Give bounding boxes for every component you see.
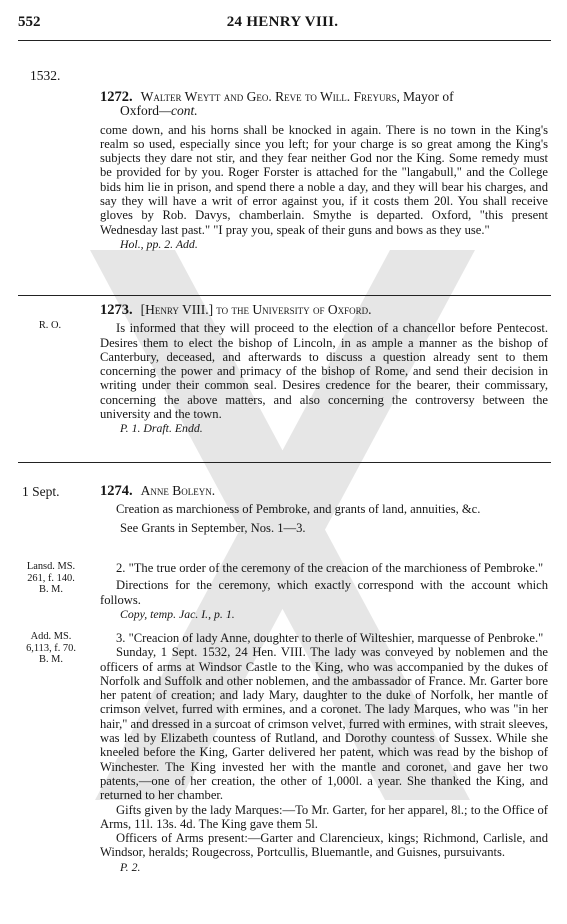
entry-1272 [100, 90, 548, 251]
year-margin: 1532. [30, 68, 61, 83]
margin-line: B. M. [39, 584, 63, 595]
subentry-2 [100, 561, 548, 621]
entry-1273 [100, 303, 548, 436]
entry-heading [100, 484, 548, 498]
entry-title: [Henry VIII.] [140, 302, 214, 317]
subentry-officers: Officers of Arms present:—Garter and Clarencieux, kings; Richmond, Carlisle, and Windsor, heralds; Rougecross, Portcullis, Bluemantle, and Guisnes, pursuivants. [100, 831, 548, 860]
entry-heading [100, 90, 548, 119]
entry-separator [18, 462, 551, 463]
entry-cont-mark: —cont. [159, 103, 198, 119]
entry-number: 1274. [100, 483, 133, 499]
margin-line: 261, f. 140. [27, 572, 75, 584]
source-margin-2 [14, 561, 88, 596]
subentry-body: Directions for the ceremony, which exactly correspond with the account which follows. [100, 578, 548, 607]
entry-source-note: P. 1. Draft. Endd. [120, 421, 203, 436]
entry-source-note: Hol., pp. 2. Add. [120, 236, 198, 251]
margin-line: Add. MS. [30, 631, 72, 642]
cross-reference: See Grants in September, Nos. 1—3. [120, 520, 306, 535]
page-number: 552 [18, 14, 41, 30]
entry-separator [18, 295, 551, 296]
entry-title: Walter Weytt and Geo. Reve to Will. Freyurs, [140, 89, 400, 104]
repository-margin: R. O. [38, 320, 62, 331]
source-margin-3 [14, 631, 88, 666]
entry-heading [100, 303, 548, 317]
running-title: 24 HENRY VIII. [226, 14, 339, 30]
entry-title-cont: to the University of Oxford. [216, 302, 372, 317]
subentry-3 [100, 631, 548, 874]
subentry-body: Sunday, 1 Sept. 1532, 24 Hen. VIII. The lady was conveyed by noblemen and the officers of arms at Windsor Castle to the King, who was accompanied by the dukes of Norfolk and Suffolk and other noblemen, and the ambassador of France. Mr. Garter bore her patent of creation; and lady Mary, daughter to the duke of Norfolk, her mantle of crimson velvet, furred with ermines, and a coronet. The lady Marques, who was "in her hair," and dressed in a surcoat of crimson velvet, furred with ermines, with strait sleeves, was led by Elizabeth countess of Rutland, and Dorothy countess of Sussex. While she kneeled before the King, Garter delivered her patent, which was read by the bishop of Winchester. The King invested her with the mantle and coronet, and gave her two patents,—one of her creation, the other of 1,000l. a year. She thanked the King, and returned to her chamber. [100, 645, 548, 803]
subentry-note: Copy, temp. Jac. I., p. 1. [120, 606, 235, 621]
entry-number: 1273. [100, 302, 133, 318]
entry-body: Creation as marchioness of Pembroke, and grants of land, annuities, &c. [116, 502, 481, 517]
subentry-note: P. 2. [120, 859, 141, 874]
entry-1274 [100, 484, 548, 535]
header-rule [18, 40, 551, 41]
entry-title-cont: Mayor of [403, 89, 454, 104]
margin-line: 6,113, f. 70. [26, 642, 76, 654]
entry-body: come down, and his horns shall be knocked in again. There is no town in the King's realm so used, especially since you left; for your charge is so great among the King's subjects they dare not stir, and they fear neither God nor the King. Some remedy must be provided for by you. Roger Forster is attached for the "langabull," and the College bids him lie in prison, and spend there a noble a day, and they will bear his charges, and say they will have a writ of error against you, if it costs them 20l. You shall receive gloves by Rob. Davys, chamberlain. Smythe is departed. Oxford, "this present Wednesday last past." "I pray you, speak of their guns and bows as they use." [100, 122, 548, 237]
subentry-gifts: Gifts given by the lady Marques:—To Mr. Garter, for her apparel, 8l.; to the Office of Arms, 11l. 13s. 4d. The King gave them 5l. [100, 802, 548, 831]
entry-number: 1272. [100, 89, 133, 105]
entry-title: Anne Boleyn. [140, 483, 216, 498]
subentry-heading: 2. "The true order of the ceremony of the creacion of the marchioness of Pembroke." [116, 561, 544, 575]
entry-body: Is informed that they will proceed to the election of a chancellor before Pentecost. Desires them to elect the bishop of Lincoln, in as ample a manner as the bishop of Canterbury, deceased, and afterwards to discuss a question already sent to them concerning the power and primacy of the bishop of Rome, and send their decision in writing under their common seal. Desires credence for the bearer, their commissary, concerning the above matters, and also concerning the controversy between the university and the town. [100, 321, 548, 422]
subentry-heading: 3. "Creacion of lady Anne, doughter to therle of Wilteshier, marquesse of Penbroke." [116, 631, 544, 645]
margin-line: B. M. [39, 654, 63, 665]
date-margin: 1 Sept. [22, 484, 60, 499]
margin-line: Lansd. MS. [26, 561, 76, 572]
page-header [18, 14, 547, 38]
entry-title-line2: Oxford [120, 103, 159, 119]
